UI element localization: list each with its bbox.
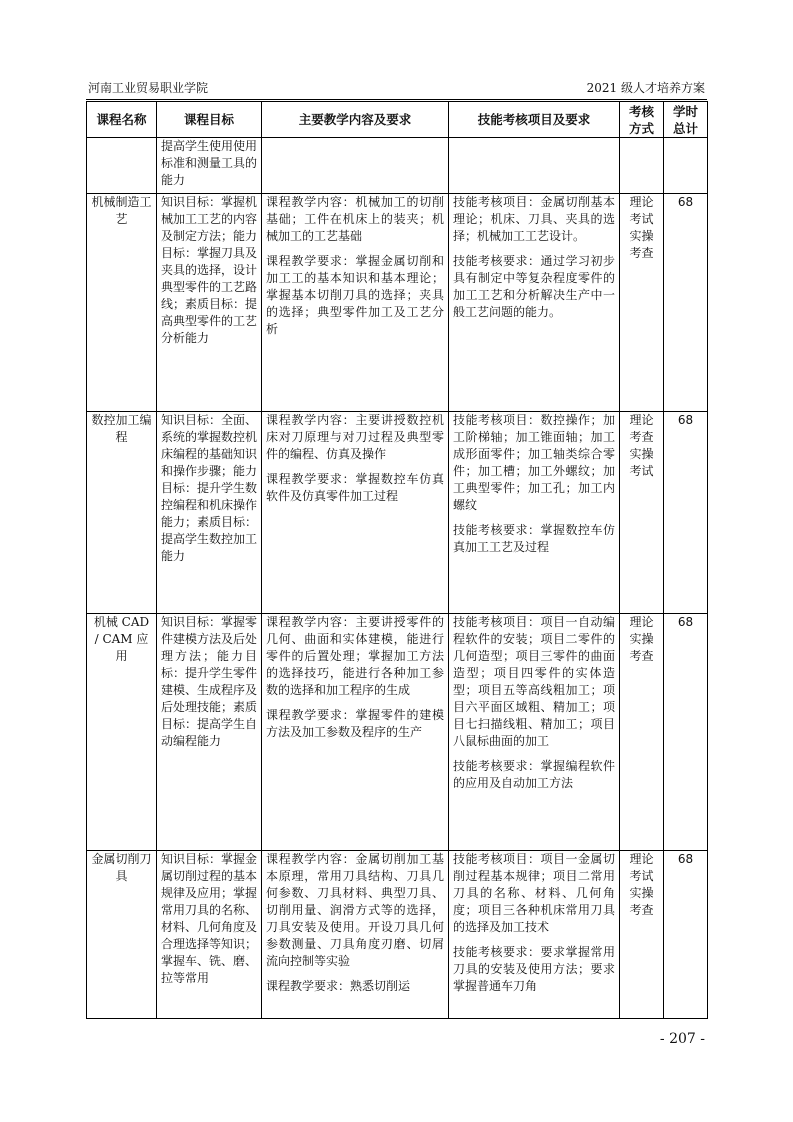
content-intro: 课程教学内容：金属切削加工基本原理，常用刀具结构、刀具几何参数、刀具材料、典型刀具、切削用量、润滑方式等的选择，刀具安装及使用。开设刀具几何参数测量、刀具角度刃磨、切屑流向控制等实验 xyxy=(266,852,444,968)
table-row xyxy=(87,851,708,1019)
course-goal: 知识目标：掌握金属切削过程的基本规律及应用；掌握常用刀具的名称、材料、几何角度及合理选择等知识；掌握车、铣、磨、拉等常用 xyxy=(157,851,262,1019)
course-name: 机械制造工艺 xyxy=(87,194,157,412)
course-content xyxy=(262,194,449,412)
course-content xyxy=(262,412,449,614)
content-requirement: 课程教学要求：掌握零件的建模方法及加工参数及程序的生产 xyxy=(266,708,444,739)
skill-requirement: 技能考核要求：掌握数控车仿真加工工艺及过程 xyxy=(453,523,615,554)
table-row xyxy=(87,614,708,851)
table-row xyxy=(87,412,708,614)
content-intro: 课程教学内容：主要讲授零件的几何、曲面和实体建模，能进行零件的后置处理；掌握加工方法的选择技巧，能进行各种加工参数的选择和加工程序的生成 xyxy=(266,615,444,697)
col-header-method: 考核方式 xyxy=(620,102,664,138)
course-goal: 知识目标：掌握零件建模方法及后处理方法；能力目标：提升学生零件建模、生成程序及后处理技能；素质目标：提高学生自动编程能力 xyxy=(157,614,262,851)
skill-requirement: 技能考核要求：通过学习初步具有制定中等复杂程度零件的加工工艺和分析解决生产中一般工艺问题的能力。 xyxy=(453,254,615,319)
course-content xyxy=(262,851,449,1019)
skill-items: 技能考核项目：数控操作；加工阶梯轴；加工锥面轴；加工成形面零件；加工轴类综合零件；加工槽；加工外螺纹；加工典型零件；加工孔；加工内螺纹 xyxy=(453,413,615,512)
course-content xyxy=(262,614,449,851)
skill-items: 技能考核项目：金属切削基本理论；机床、刀具、夹具的选择；机械加工工艺设计。 xyxy=(453,195,615,243)
col-header-skill: 技能考核项目及要求 xyxy=(449,102,620,138)
assessment-method: 理论考试实操考查 xyxy=(620,851,664,1019)
plan-title: 2021 级人才培养方案 xyxy=(586,81,705,95)
header-rule xyxy=(86,99,707,100)
total-hours: 68 xyxy=(664,194,708,412)
table-row xyxy=(87,138,708,194)
col-header-hours: 学时总计 xyxy=(664,102,708,138)
course-name: 数控加工编程 xyxy=(87,412,157,614)
col-header-content: 主要教学内容及要求 xyxy=(262,102,449,138)
curriculum-table xyxy=(86,101,708,1019)
skill-assessment xyxy=(449,412,620,614)
table-header-row xyxy=(87,102,708,138)
content-requirement: 课程教学要求：掌握数控车仿真软件及仿真零件加工过程 xyxy=(266,472,444,503)
assessment-method: 理论考查实操考试 xyxy=(620,412,664,614)
skill-requirement: 技能考核要求：要求掌握常用刀具的安装及使用方法；要求掌握普通车刀角 xyxy=(453,945,615,993)
content-intro: 课程教学内容：机械加工的切削基础；工件在机床上的装夹；机械加工的工艺基础 xyxy=(266,195,444,243)
course-goal: 知识目标：掌握机械加工工艺的内容及制定方法；能力目标：掌握刀具及夹具的选择，设计典型零件的工艺路线；素质目标：提高典型零件的工艺分析能力 xyxy=(157,194,262,412)
total-hours: 68 xyxy=(664,412,708,614)
assessment-method: 理论考试实操考查 xyxy=(620,194,664,412)
col-header-name: 课程名称 xyxy=(87,102,157,138)
course-name: 机械 CAD / CAM 应用 xyxy=(87,614,157,851)
content-intro: 课程教学内容：主要讲授数控机床对刀原理与对刀过程及典型零件的编程、仿真及操作 xyxy=(266,413,444,461)
skill-requirement: 技能考核要求：掌握编程软件的应用及自动加工方法 xyxy=(453,759,615,790)
assessment-method: 理论实操考查 xyxy=(620,614,664,851)
course-goal: 提高学生使用使用标准和测量工具的能力 xyxy=(157,138,262,194)
course-goal: 知识目标：全面、系统的掌握数控机床编程的基础知识和操作步骤；能力目标：提升学生数控编程和机床操作能力；素质目标：提高学生数控加工能力 xyxy=(157,412,262,614)
course-name: 金属切削刀具 xyxy=(87,851,157,1019)
page-header xyxy=(86,78,707,98)
total-hours: 68 xyxy=(664,614,708,851)
total-hours: 68 xyxy=(664,851,708,1019)
skill-items: 技能考核项目：项目一金属切削过程基本规律；项目二常用刀具的名称、材料、几何角度；项目三各种机床常用刀具的选择及加工技术 xyxy=(453,852,615,934)
content-requirement: 课程教学要求：掌握金属切削和加工工的基本知识和基本理论；掌握基本切削刀具的选择；夹具的选择；典型零件加工及工艺分析 xyxy=(266,254,444,336)
skill-assessment xyxy=(449,851,620,1019)
skill-assessment xyxy=(449,194,620,412)
table-row xyxy=(87,194,708,412)
content-requirement: 课程教学要求：熟悉切削运 xyxy=(266,979,411,993)
col-header-goal: 课程目标 xyxy=(157,102,262,138)
school-name: 河南工业贸易职业学院 xyxy=(88,81,209,95)
skill-assessment xyxy=(449,614,620,851)
skill-items: 技能考核项目：项目一自动编程软件的安装；项目二零件的几何造型；项目三零件的曲面造型；项目四零件的实体造型；项目五等高线粗加工；项目六平面区域粗、精加工；项目七扫描线粗、精加工；项目八鼠标曲面的加工 xyxy=(453,615,615,748)
page-number: - 207 - xyxy=(659,1031,705,1047)
